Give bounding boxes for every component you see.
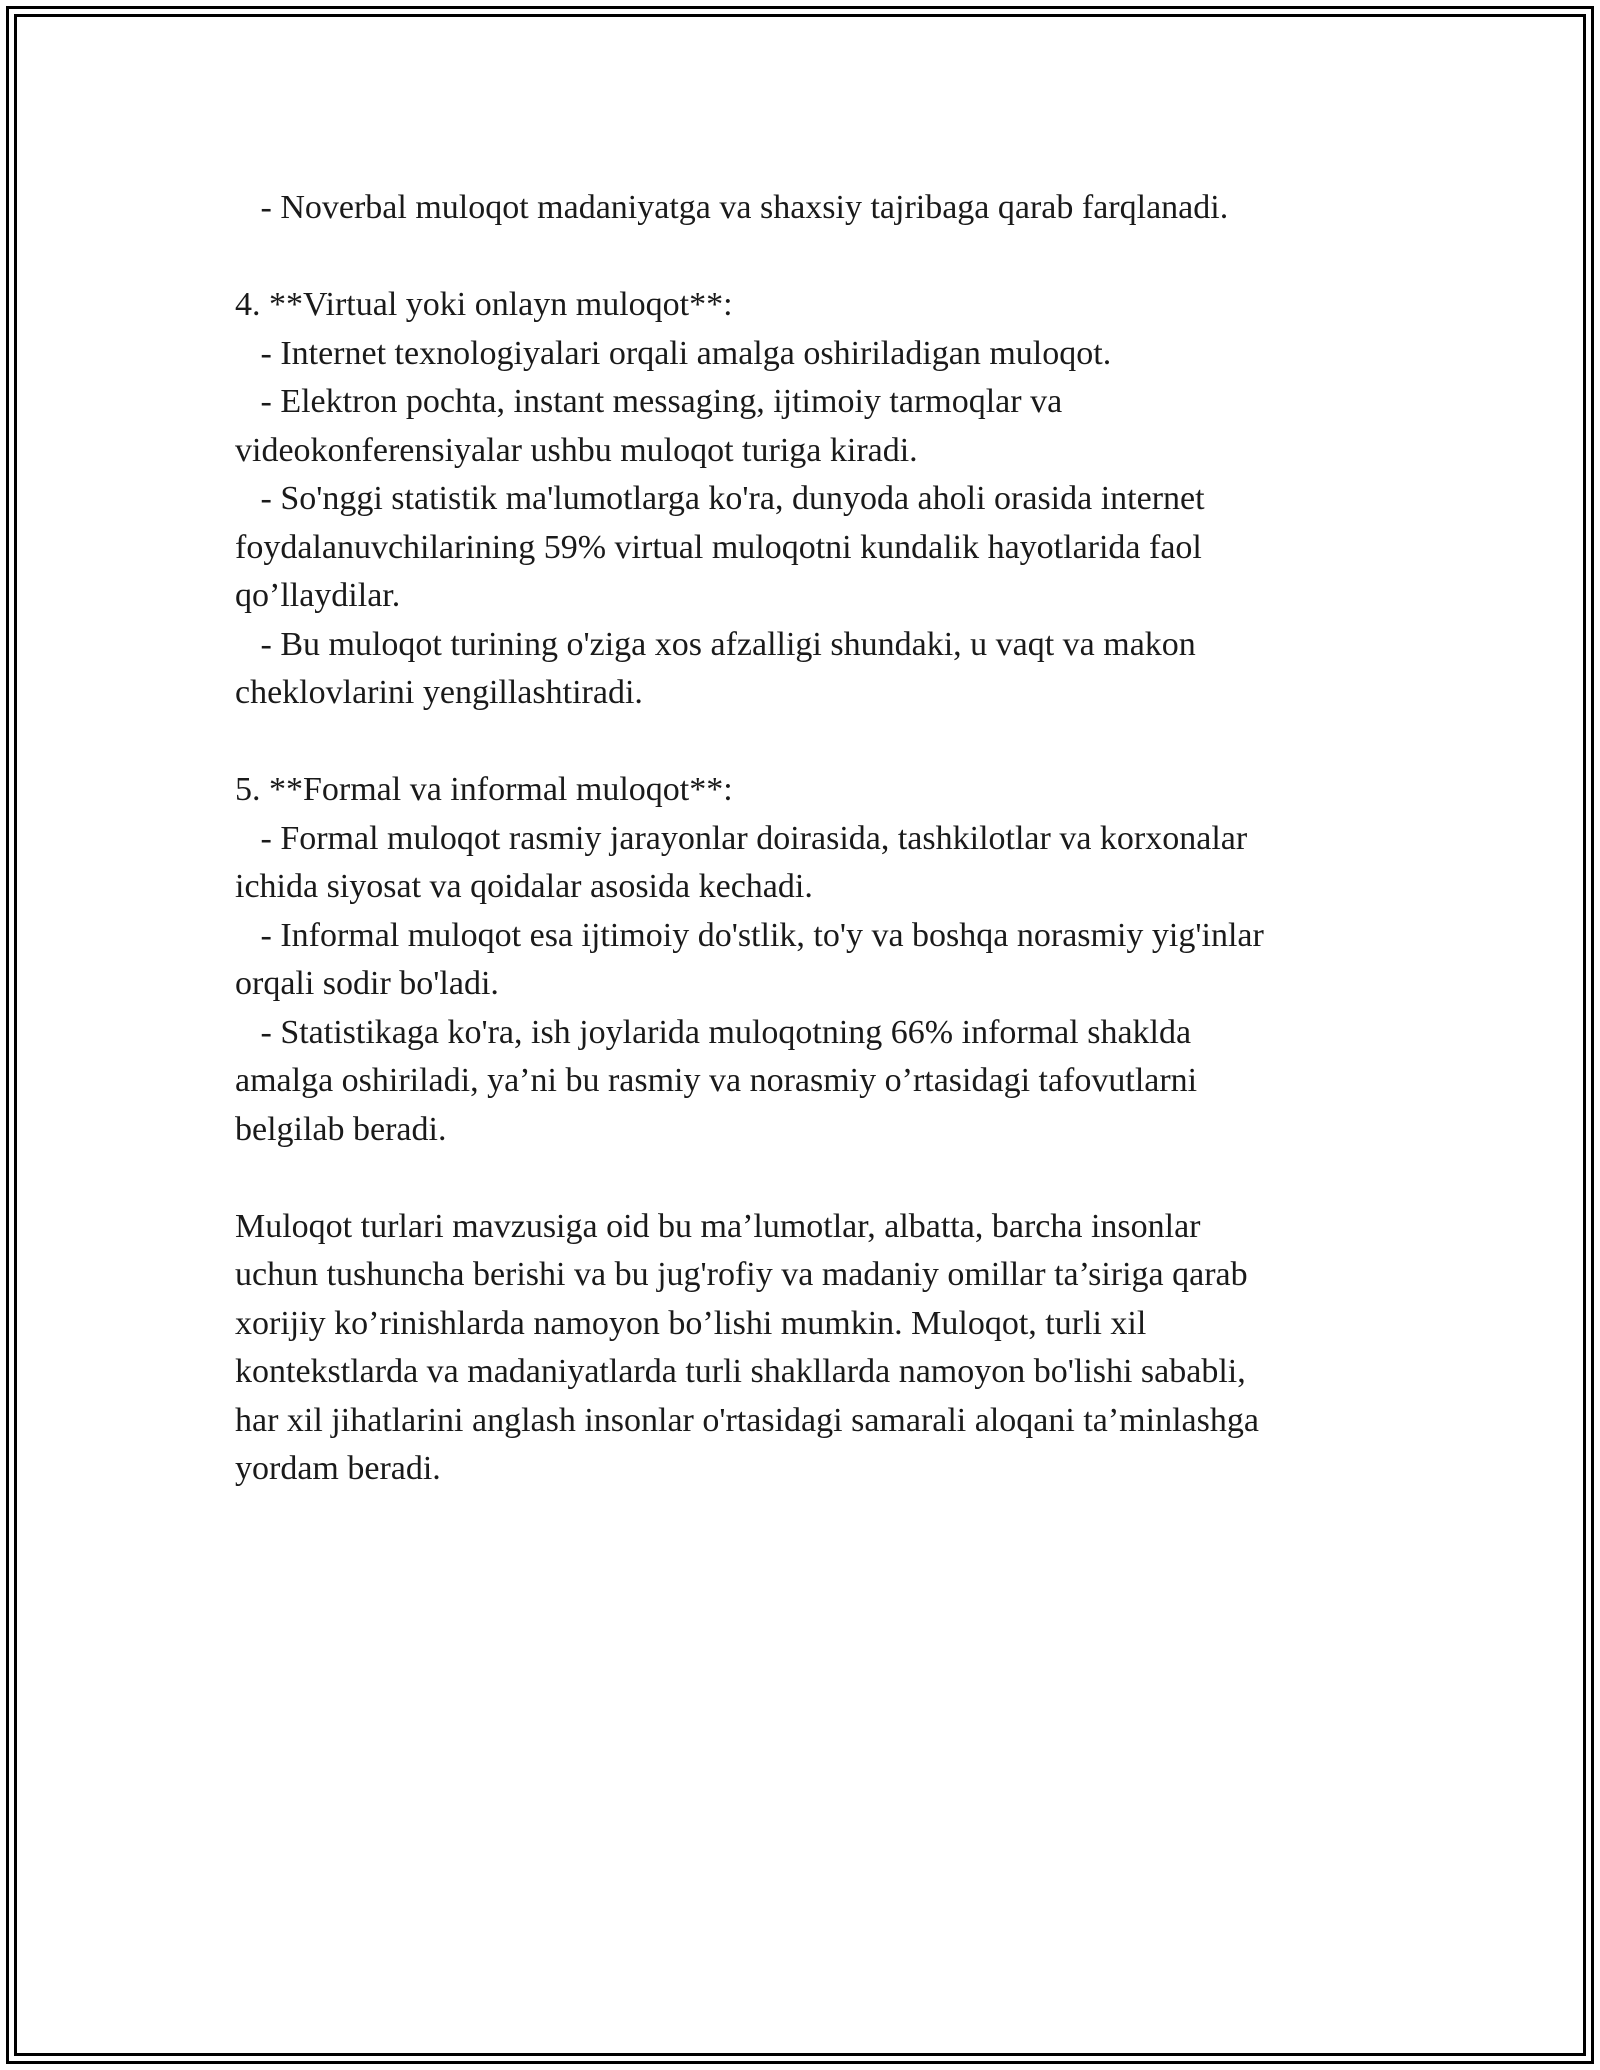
text-line: - Elektron pochta, instant messaging, ijtimoiy tarmoqlar va xyxy=(235,383,1063,420)
text-line: cheklovlarini yengillashtiradi. xyxy=(235,674,643,711)
text-line: orqali sodir bo'ladi. xyxy=(235,965,499,1002)
text-line: - Bu muloqot turining o'ziga xos afzalligi shundaki, u vaqt va makon xyxy=(235,625,1196,663)
text-line: - Formal muloqot rasmiy jarayonlar doirasida, tashkilotlar va korxonalar xyxy=(235,819,1248,857)
text-line: - Noverbal muloqot madaniyatga va shaxsiy tajribaga qarab farqlanadi. xyxy=(235,189,1229,226)
conclusion-line: har xil jihatlarini anglash insonlar o'rtasidagi samarali aloqani ta’minlashga xyxy=(235,1401,1259,1439)
text-line: - Statistikaga ko'ra, ish joylarida muloqotning 66% informal shaklda xyxy=(235,1013,1192,1051)
paragraph-gap xyxy=(235,1154,1365,1203)
conclusion-line: yordam beradi. xyxy=(235,1450,441,1487)
text-line: qo’llaydilar. xyxy=(235,577,401,614)
text-line: - So'nggi statistik ma'lumotlarga ko'ra, dunyoda aholi orasida internet xyxy=(235,480,1205,517)
text-line: foydalanuvchilarining 59% virtual muloqotni kundalik hayotlarida faol xyxy=(235,528,1202,566)
section-heading-virtual: 4. **Virtual yoki onlayn muloqot**: xyxy=(235,286,733,323)
section-heading-formal: 5. **Formal va informal muloqot**: xyxy=(235,771,733,808)
paragraph-gap xyxy=(235,718,1365,767)
text-line: belgilab beradi. xyxy=(235,1110,447,1148)
text-line: - Internet texnologiyalari orqali amalga oshiriladigan muloqot. xyxy=(235,334,1112,372)
conclusion-line: xorijiy ko’rinishlarda namoyon bo’lishi mumkin. Muloqot, turli xil xyxy=(235,1304,1147,1342)
paragraph-gap xyxy=(235,233,1365,282)
text-line: amalga oshiriladi, ya’ni bu rasmiy va norasmiy o’rtasidagi tafovutlarni xyxy=(235,1062,1198,1099)
document-body xyxy=(235,184,1365,1494)
conclusion-line: Muloqot turlari mavzusiga oid bu ma’lumotlar, albatta, barcha insonlar xyxy=(235,1207,1201,1245)
conclusion-line: uchun tushuncha berishi va bu jug'rofiy va madaniy omillar ta’siriga qarab xyxy=(235,1256,1248,1293)
text-line: ichida siyosat va qoidalar asosida kechadi. xyxy=(235,868,813,905)
text-line: videokonferensiyalar ushbu muloqot turiga kiradi. xyxy=(235,431,918,469)
text-line: - Informal muloqot esa ijtimoiy do'stlik, to'y va boshqa norasmiy yig'inlar xyxy=(235,916,1264,954)
conclusion-line: kontekstlarda va madaniyatlarda turli shakllarda namoyon bo'lishi sababli, xyxy=(235,1353,1246,1390)
